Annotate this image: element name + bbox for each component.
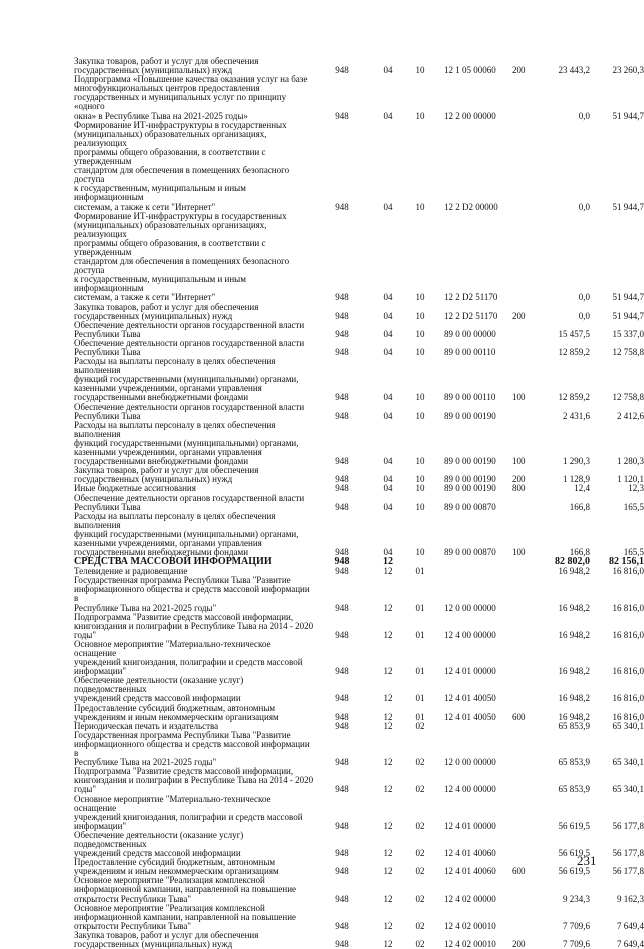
row-amount-2: 82 156,1 xyxy=(609,556,644,568)
row-name: Предоставление субсидий бюджетным, автономным учреждениям и иным некоммерческим организациям xyxy=(74,702,279,722)
row-section-code: 12 xyxy=(383,556,393,568)
row-section-code: 04 xyxy=(383,328,393,339)
row-section-code: 04 xyxy=(383,65,393,76)
row-ministry-code: 948 xyxy=(335,848,349,859)
row-name: Основное мероприятие "Реализация комплексной информационной кампании, направленной на повышение открытости Республики Тыва" xyxy=(74,902,297,931)
row-expense-type: 200 xyxy=(512,65,526,76)
row-amount-1: 56 619,5 xyxy=(558,820,590,831)
table-row xyxy=(74,793,644,831)
row-target-article: 89 0 00 00190 xyxy=(444,456,496,467)
row-ministry-code: 948 xyxy=(335,110,349,121)
table-row xyxy=(74,356,644,403)
table-row xyxy=(74,675,644,704)
row-target-article: 12 4 02 00010 xyxy=(444,920,496,931)
row-amount-1: 0,0 xyxy=(578,110,590,121)
row-target-article: 12 2 D2 51170 xyxy=(444,310,498,321)
row-section-code: 04 xyxy=(383,347,393,357)
row-subsection-code: 10 xyxy=(415,410,425,421)
row-subsection-code: 01 xyxy=(415,566,425,577)
row-target-article: 89 0 00 00110 xyxy=(444,347,496,357)
table-row xyxy=(74,56,644,76)
row-amount-1: 12,4 xyxy=(574,483,590,494)
row-amount-1: 16 948,2 xyxy=(558,566,590,577)
row-amount-1: 16 948,2 xyxy=(558,602,590,613)
table-row xyxy=(74,319,644,339)
row-ministry-code: 948 xyxy=(335,820,349,831)
row-amount-1: 56 619,5 xyxy=(558,848,590,859)
row-name: Основное мероприятие "Материально-техническое оснащение учреждений книгоиздания, полиграфии и средств массовой информации" xyxy=(74,638,303,677)
row-section-code: 12 xyxy=(383,602,393,613)
row-amount-2: 56 177,8 xyxy=(612,866,644,877)
row-section-code: 12 xyxy=(383,920,393,931)
row-ministry-code: 948 xyxy=(335,456,349,467)
row-subsection-code: 10 xyxy=(415,328,425,339)
row-ministry-code: 948 xyxy=(335,939,349,949)
row-name: Обеспечение деятельности (оказание услуг) подведомственных учреждений средств массовой информации xyxy=(74,829,244,859)
row-name: Обеспечение деятельности органов государственной власти Республики Тыва xyxy=(74,492,305,512)
row-amount-1: 0,0 xyxy=(578,201,590,212)
row-ministry-code: 948 xyxy=(335,201,349,212)
row-name: Основное мероприятие "Материально-техническое оснащение учреждений книгоиздания, полиграфии и средств массовой информации" xyxy=(74,793,303,831)
row-amount-1: 65 853,9 xyxy=(558,720,590,731)
row-target-article: 12 4 01 40060 xyxy=(444,866,496,877)
row-name: Подпрограмма "Развитие средств массовой информации, книгоиздания и полиграфии в Республике Тыва на 2014 - 2020 годы" xyxy=(74,766,314,795)
table-row xyxy=(74,829,644,859)
row-expense-type: 100 xyxy=(512,392,526,403)
row-expense-type: 200 xyxy=(512,474,526,485)
row-amount-2: 65 340,1 xyxy=(612,757,644,768)
row-ministry-code: 948 xyxy=(334,556,350,568)
row-target-article: 12 4 01 00000 xyxy=(444,820,496,831)
row-target-article: 12 4 00 00000 xyxy=(444,784,496,795)
row-target-article: 89 0 00 00190 xyxy=(444,474,496,485)
row-amount-1: 166,8 xyxy=(569,501,590,512)
row-section-code: 04 xyxy=(383,392,393,403)
row-subsection-code: 10 xyxy=(415,201,425,212)
row-amount-1: 0,0 xyxy=(578,292,590,303)
row-target-article: 12 4 01 40050 xyxy=(444,693,496,704)
row-section-code: 12 xyxy=(383,784,393,795)
row-section-code: 12 xyxy=(383,893,393,904)
row-ministry-code: 948 xyxy=(335,757,349,768)
row-ministry-code: 948 xyxy=(335,483,349,494)
table-row xyxy=(74,929,644,949)
row-section-code: 04 xyxy=(383,474,393,485)
row-amount-2: 12 758,8 xyxy=(612,392,644,403)
row-amount-1: 16 948,2 xyxy=(558,711,590,722)
row-subsection-code: 02 xyxy=(415,757,425,768)
row-amount-1: 82 802,0 xyxy=(555,556,590,568)
row-amount-2: 51 944,7 xyxy=(612,201,644,212)
row-name: Иные бюджетные ассигнования xyxy=(74,483,196,494)
row-ministry-code: 948 xyxy=(335,501,349,512)
row-amount-1: 166,8 xyxy=(569,547,590,558)
row-amount-1: 65 853,9 xyxy=(558,784,590,795)
row-subsection-code: 02 xyxy=(415,820,425,831)
row-amount-2: 12,3 xyxy=(628,483,644,494)
row-amount-1: 1 290,3 xyxy=(563,456,590,467)
row-name: Закупка товаров, работ и услуг для обеспечения государственных (муниципальных) нужд xyxy=(74,56,259,76)
row-name: Формирование ИТ-инфраструктуры в государственных (муниципальных) образовательных организациях, реализующих программы общего образования, в соответствии с утвержденным стандартом для обеспечения в помещениях безопасного доступа к государственным, муниципальным и иным информационным системам, а также к сети "Интернет" xyxy=(74,119,290,212)
table-row xyxy=(74,575,644,613)
table-row xyxy=(74,902,644,931)
row-target-article: 89 0 00 00190 xyxy=(444,483,496,494)
row-amount-2: 9 162,3 xyxy=(617,893,644,904)
row-amount-2: 56 177,8 xyxy=(612,820,644,831)
table-row xyxy=(74,611,644,640)
row-ministry-code: 948 xyxy=(335,784,349,795)
table-row xyxy=(74,419,644,467)
row-target-article: 12 4 00 00000 xyxy=(444,629,496,640)
row-target-article: 12 2 00 00000 xyxy=(444,110,496,121)
row-amount-2: 65 340,1 xyxy=(612,720,644,731)
row-amount-2: 165,5 xyxy=(623,547,644,558)
row-ministry-code: 948 xyxy=(335,292,349,303)
row-section-code: 04 xyxy=(383,501,393,512)
row-section-code: 12 xyxy=(383,666,393,677)
row-name: Обеспечение деятельности органов государственной власти Республики Тыва xyxy=(74,401,305,421)
row-expense-type: 200 xyxy=(512,939,526,949)
row-amount-1: 1 128,9 xyxy=(563,474,590,485)
row-subsection-code: 10 xyxy=(415,292,425,303)
row-amount-2: 15 337,0 xyxy=(612,328,644,339)
row-ministry-code: 948 xyxy=(335,720,349,731)
row-amount-2: 16 816,0 xyxy=(612,629,644,640)
row-section-code: 12 xyxy=(383,711,393,722)
row-target-article: 12 4 02 00000 xyxy=(444,893,496,904)
row-name: Обеспечение деятельности органов государственной власти Республики Тыва xyxy=(74,319,305,339)
row-target-article: 12 4 02 00010 xyxy=(444,939,496,949)
row-amount-2: 56 177,8 xyxy=(612,848,644,859)
row-target-article: 12 2 D2 00000 xyxy=(444,201,498,212)
row-amount-1: 16 948,2 xyxy=(558,629,590,640)
row-ministry-code: 948 xyxy=(335,920,349,931)
row-ministry-code: 948 xyxy=(335,711,349,722)
row-amount-1: 12 859,2 xyxy=(558,347,590,357)
table-row xyxy=(74,465,644,485)
row-target-article: 12 1 05 00060 xyxy=(444,65,496,76)
table-row xyxy=(74,401,644,421)
row-target-article: 12 4 01 00000 xyxy=(444,666,496,677)
row-name: Государственная программа Республики Тыва "Развитие информационного общества и средств массовой информации в Республике Тыва на 2021-2025 годы" xyxy=(74,729,310,768)
table-row xyxy=(74,119,644,212)
row-amount-2: 1 120,1 xyxy=(617,474,644,485)
row-subsection-code: 01 xyxy=(415,711,425,722)
table-row xyxy=(74,702,644,722)
row-amount-1: 65 853,9 xyxy=(558,757,590,768)
row-section-code: 12 xyxy=(383,757,393,768)
row-subsection-code: 10 xyxy=(415,110,425,121)
row-ministry-code: 948 xyxy=(335,866,349,877)
row-subsection-code: 10 xyxy=(415,474,425,485)
row-amount-1: 15 457,5 xyxy=(558,328,590,339)
row-subsection-code: 10 xyxy=(415,392,425,403)
table-row xyxy=(74,729,644,768)
row-section-code: 12 xyxy=(383,866,393,877)
row-amount-2: 7 649,4 xyxy=(617,939,644,949)
row-amount-2: 1 280,3 xyxy=(617,456,644,467)
row-amount-2: 65 340,1 xyxy=(612,784,644,795)
row-amount-1: 12 859,2 xyxy=(558,392,590,403)
row-name: Основное мероприятие "Реализация комплексной информационной кампании, направленной на повышение открытости Республики Тыва" xyxy=(74,875,297,904)
row-section-code: 12 xyxy=(383,693,393,704)
table-row xyxy=(74,875,644,904)
row-ministry-code: 948 xyxy=(335,602,349,613)
row-subsection-code: 02 xyxy=(415,848,425,859)
table-row xyxy=(74,74,644,121)
row-subsection-code: 10 xyxy=(415,65,425,76)
row-ministry-code: 948 xyxy=(335,65,349,76)
row-amount-1: 16 948,2 xyxy=(558,693,590,704)
row-ministry-code: 948 xyxy=(335,310,349,321)
row-section-code: 04 xyxy=(383,483,393,494)
row-amount-2: 16 816,0 xyxy=(612,602,644,613)
row-target-article: 89 0 00 00870 xyxy=(444,501,496,512)
row-target-article: 12 2 D2 51170 xyxy=(444,292,498,303)
row-amount-1: 9 234,3 xyxy=(563,893,590,904)
row-expense-type: 100 xyxy=(512,547,526,558)
row-subsection-code: 10 xyxy=(415,456,425,467)
row-ministry-code: 948 xyxy=(335,410,349,421)
row-subsection-code: 02 xyxy=(415,939,425,949)
row-expense-type: 600 xyxy=(512,711,526,722)
row-name: Периодическая печать и издательства xyxy=(74,720,219,731)
row-amount-2: 16 816,0 xyxy=(612,711,644,722)
row-subsection-code: 02 xyxy=(415,866,425,877)
row-subsection-code: 02 xyxy=(415,920,425,931)
table-row xyxy=(74,210,644,303)
row-name: СРЕДСТВА МАССОВОЙ ИНФОРМАЦИИ xyxy=(74,556,272,568)
row-subsection-code: 01 xyxy=(415,629,425,640)
row-amount-1: 7 709,6 xyxy=(563,920,590,931)
table-row xyxy=(74,510,644,558)
row-name: Закупка товаров, работ и услуг для обеспечения государственных (муниципальных) нужд xyxy=(74,301,259,321)
row-amount-2: 51 944,7 xyxy=(612,292,644,303)
table-row xyxy=(74,857,644,877)
row-subsection-code: 02 xyxy=(415,893,425,904)
row-target-article: 89 0 00 00870 xyxy=(444,547,496,558)
row-name: Закупка товаров, работ и услуг для обеспечения государственных (муниципальных) нужд xyxy=(74,929,259,949)
row-amount-2: 7 649,4 xyxy=(617,920,644,931)
page-number: 231 xyxy=(577,853,597,868)
row-subsection-code: 10 xyxy=(415,310,425,321)
row-name: Расходы на выплаты персоналу в целях обеспечения выполнения функций государственными (муниципальными) органами, казенными учреждениями, органами управления государственными внебюджетными фондами xyxy=(74,356,299,403)
row-expense-type: 100 xyxy=(512,456,526,467)
row-amount-1: 56 619,5 xyxy=(558,866,590,877)
row-subsection-code: 01 xyxy=(415,602,425,613)
row-subsection-code: 10 xyxy=(415,501,425,512)
row-ministry-code: 948 xyxy=(335,347,349,357)
row-section-code: 04 xyxy=(383,410,393,421)
row-section-code: 04 xyxy=(383,110,393,121)
row-section-code: 04 xyxy=(383,547,393,558)
row-amount-1: 16 948,2 xyxy=(558,666,590,677)
row-subsection-code: 10 xyxy=(415,547,425,558)
row-subsection-code: 02 xyxy=(415,720,425,731)
row-expense-type: 600 xyxy=(512,866,526,877)
row-amount-2: 51 944,7 xyxy=(612,310,644,321)
row-ministry-code: 948 xyxy=(335,392,349,403)
row-target-article: 89 0 00 00190 xyxy=(444,410,496,421)
row-section-code: 04 xyxy=(383,292,393,303)
table-row xyxy=(74,492,644,512)
row-name: Формирование ИТ-инфраструктуры в государственных (муниципальных) образовательных организациях, реализующих программы общего образования, в соответствии с утвержденным стандартом для обеспечения в помещениях безопасного доступа к государственным, муниципальным и иным информационным системам, а также к сети "Интернет" xyxy=(74,210,290,303)
row-ministry-code: 948 xyxy=(335,328,349,339)
row-section-code: 12 xyxy=(383,629,393,640)
table-row xyxy=(74,766,644,795)
row-amount-2: 16 816,0 xyxy=(612,666,644,677)
row-expense-type: 200 xyxy=(512,310,526,321)
row-section-code: 12 xyxy=(383,939,393,949)
row-amount-2: 16 816,0 xyxy=(612,693,644,704)
row-subsection-code: 10 xyxy=(415,347,425,357)
row-expense-type: 800 xyxy=(512,483,526,494)
row-amount-1: 0,0 xyxy=(578,310,590,321)
row-target-article: 12 4 01 40060 xyxy=(444,848,496,859)
row-name: Подпрограмма "Развитие средств массовой информации, книгоиздания и полиграфии в Республике Тыва на 2014 - 2020 годы" xyxy=(74,611,314,640)
row-ministry-code: 948 xyxy=(335,666,349,677)
row-target-article: 89 0 00 00110 xyxy=(444,392,496,403)
row-name: Государственная программа Республики Тыва "Развитие информационного общества и средств массовой информации в Республике Тыва на 2021-2025 годы" xyxy=(74,575,310,613)
row-amount-2: 165,5 xyxy=(623,501,644,512)
row-name: Обеспечение деятельности (оказание услуг) подведомственных учреждений средств массовой информации xyxy=(74,675,244,704)
row-section-code: 12 xyxy=(383,848,393,859)
row-target-article: 12 0 00 00000 xyxy=(444,602,496,613)
row-name: Телевидение и радиовещание xyxy=(74,566,188,577)
row-ministry-code: 948 xyxy=(335,566,349,577)
row-name: Расходы на выплаты персоналу в целях обеспечения выполнения функций государственными (муниципальными) органами, казенными учреждениями, органами управления государственными внебюджетными фондами xyxy=(74,419,299,467)
row-amount-1: 23 443,2 xyxy=(558,65,590,76)
row-amount-2: 51 944,7 xyxy=(612,110,644,121)
row-amount-2: 12 758,8 xyxy=(612,347,644,357)
row-amount-2: 23 260,3 xyxy=(612,65,644,76)
row-section-code: 12 xyxy=(383,566,393,577)
row-target-article: 89 0 00 00000 xyxy=(444,328,496,339)
row-amount-2: 2 412,6 xyxy=(617,410,644,421)
row-amount-1: 7 709,6 xyxy=(563,939,590,949)
row-target-article: 12 4 01 40050 xyxy=(444,711,496,722)
row-amount-1: 2 431,6 xyxy=(563,410,590,421)
row-subsection-code: 10 xyxy=(415,483,425,494)
row-amount-2: 16 816,0 xyxy=(612,566,644,577)
row-section-code: 04 xyxy=(383,201,393,212)
row-ministry-code: 948 xyxy=(335,629,349,640)
row-name: Предоставление субсидий бюджетным, автономным учреждениям и иным некоммерческим организациям xyxy=(74,857,279,877)
row-ministry-code: 948 xyxy=(335,547,349,558)
table-row xyxy=(74,638,644,677)
table-row xyxy=(74,337,644,357)
row-section-code: 04 xyxy=(383,456,393,467)
row-name: Расходы на выплаты персоналу в целях обеспечения выполнения функций государственными (муниципальными) органами, казенными учреждениями, органами управления государственными внебюджетными фондами xyxy=(74,510,299,558)
row-subsection-code: 01 xyxy=(415,693,425,704)
row-ministry-code: 948 xyxy=(335,893,349,904)
table-row xyxy=(74,301,644,321)
row-target-article: 12 0 00 00000 xyxy=(444,757,496,768)
row-name: Обеспечение деятельности органов государственной власти Республики Тыва xyxy=(74,337,305,357)
row-ministry-code: 948 xyxy=(335,693,349,704)
row-subsection-code: 02 xyxy=(415,784,425,795)
budget-table xyxy=(74,56,644,949)
row-section-code: 12 xyxy=(383,720,393,731)
row-section-code: 12 xyxy=(383,820,393,831)
row-subsection-code: 01 xyxy=(415,666,425,677)
row-name: Закупка товаров, работ и услуг для обеспечения государственных (муниципальных) нужд xyxy=(74,465,259,485)
row-ministry-code: 948 xyxy=(335,474,349,485)
row-section-code: 04 xyxy=(383,310,393,321)
row-name: Подпрограмма «Повышение качества оказания услуг на базе многофункциональных центров предоставления государственных и муниципальных услуг по принципу «одного окна» в Республике Тыва на 2021-2025 годы» xyxy=(74,74,308,121)
